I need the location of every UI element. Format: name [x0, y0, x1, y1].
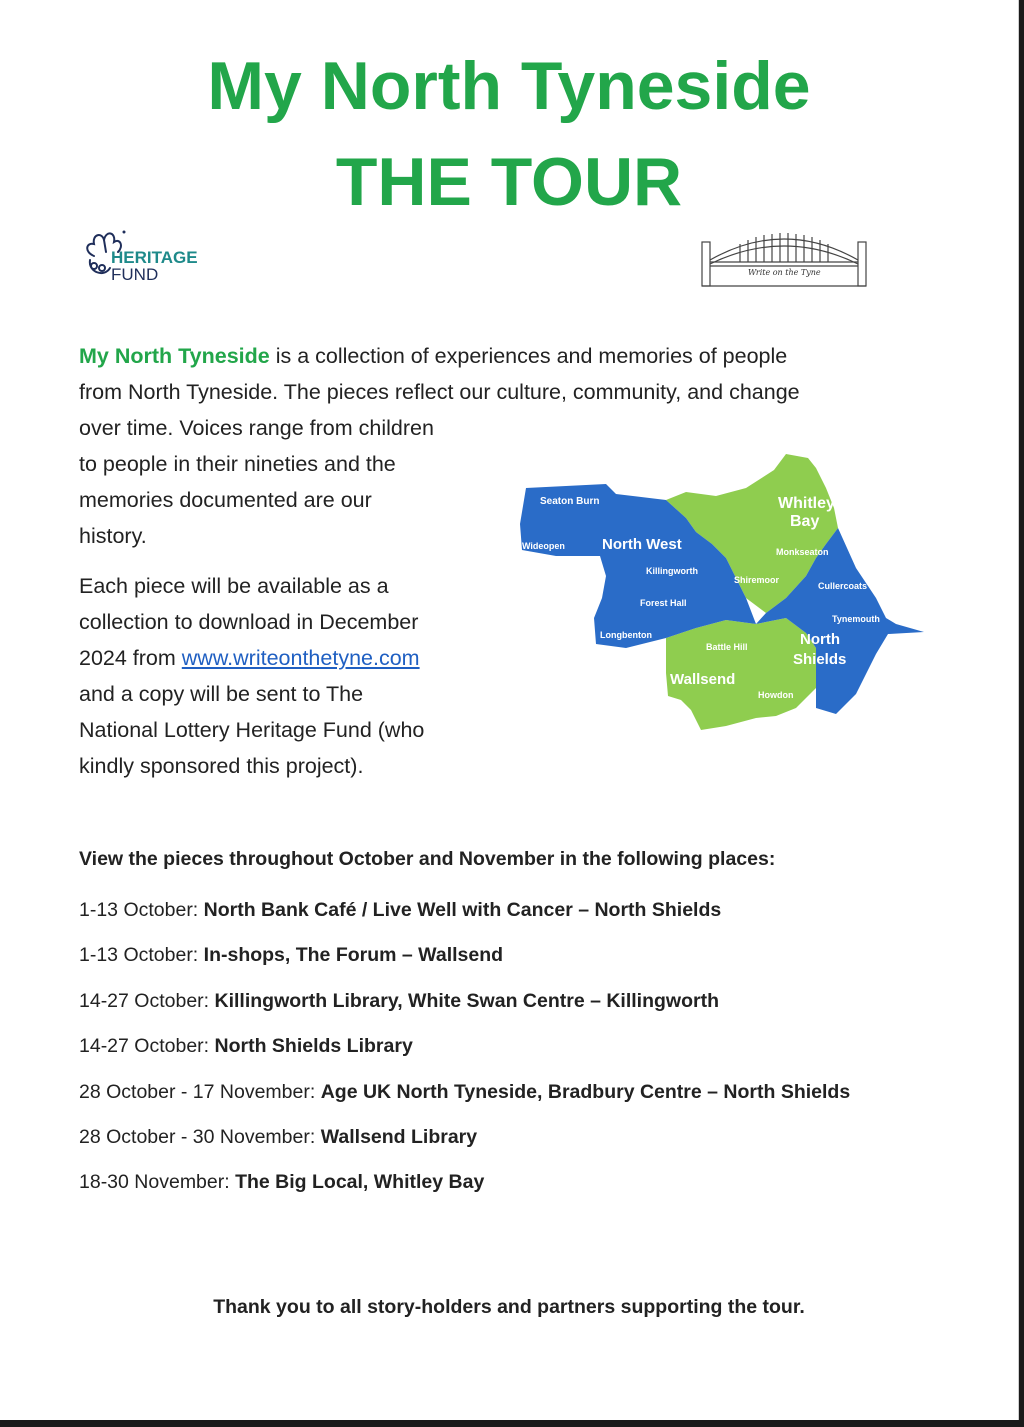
schedule-date: 28 October - 30 November: — [79, 1125, 321, 1148]
schedule-place: North Bank Café / Live Well with Cancer – North Shields — [203, 899, 722, 921]
schedule-item — [79, 1167, 850, 1212]
intro-line-1-text: is a collection of experiences and memories of people — [269, 344, 788, 368]
schedule-item — [79, 1031, 850, 1076]
schedule-list — [79, 895, 850, 1213]
para2-line-5: National Lottery Heritage Fund (who — [79, 718, 425, 742]
map-label-seaton-burn: Seaton Burn — [540, 496, 600, 507]
schedule-place: The Big Local, Whitley Bay — [235, 1171, 485, 1194]
intro-line-6: history. — [79, 524, 147, 548]
schedule-place: Wallsend Library — [320, 1125, 478, 1148]
para2-line-1: Each piece will be available as a — [79, 574, 389, 598]
title-line-1: My North Tyneside — [207, 48, 811, 124]
write-on-the-tyne-logo — [700, 224, 870, 290]
map-label-north-west: North West — [602, 536, 682, 553]
schedule-item — [79, 1077, 850, 1122]
title-line-2: THE TOUR — [335, 144, 683, 220]
schedule-item — [79, 940, 850, 985]
download-paragraph — [79, 568, 539, 784]
fund-word: FUND — [111, 265, 159, 284]
schedule-place: In-shops, The Forum – Wallsend — [203, 944, 504, 967]
map-label-cullercoats: Cullercoats — [818, 581, 868, 591]
schedule-item — [79, 895, 850, 940]
map-label-killingworth: Killingworth — [646, 566, 698, 576]
schedule-item — [79, 1122, 850, 1167]
map-label-monkseaton: Monkseaton — [776, 547, 829, 557]
intro-line-5: memories documented are our — [79, 488, 372, 512]
intro-line-4: to people in their nineties and the — [79, 452, 396, 476]
heritage-word: HERITAGE — [111, 248, 198, 267]
heritage-fund-wordmark — [111, 249, 198, 283]
schedule-place: North Shields Library — [214, 1035, 413, 1058]
map-label-forest-hall: Forest Hall — [640, 598, 687, 608]
map-label-north: North — [800, 631, 840, 648]
schedule-place: Killingworth Library, White Swan Centre – Killingworth — [214, 989, 719, 1012]
schedule-date: 14-27 October: — [79, 989, 215, 1012]
map-label-shiremoor: Shiremoor — [734, 575, 780, 585]
schedule-item — [79, 986, 850, 1031]
map-label-longbenton: Longbenton — [600, 630, 652, 640]
map-label-bay: Bay — [790, 513, 820, 530]
thanks-note: Thank you to all story-holders and partners supporting the tour. — [213, 1296, 805, 1318]
para2-line-6: kindly sponsored this project). — [79, 754, 364, 778]
intro-line-3: over time. Voices range from children — [79, 416, 434, 440]
map-label-whitley: Whitley — [778, 495, 835, 512]
schedule-date: 1-13 October: — [79, 899, 204, 921]
map-label-wideopen: Wideopen — [522, 541, 565, 551]
schedule-place: Age UK North Tyneside, Bradbury Centre – North Shields — [320, 1080, 851, 1103]
intro-line-2: from North Tyneside. The pieces reflect our culture, community, and change — [79, 380, 800, 404]
map-label-battle-hill: Battle Hill — [706, 642, 748, 652]
schedule-heading: View the pieces throughout October and November in the following places: — [79, 848, 776, 870]
para2-line-4: and a copy will be sent to The — [79, 682, 364, 706]
schedule-date: 1-13 October: — [79, 944, 204, 967]
bridge-caption: Write on the Tyne — [748, 268, 821, 277]
map-label-shields: Shields — [793, 651, 847, 668]
para2-line-3-text: 2024 from — [79, 646, 182, 670]
north-tyneside-map — [516, 448, 928, 738]
map-label-wallsend: Wallsend — [670, 671, 736, 688]
intro-line-1 — [79, 338, 939, 374]
map-label-howdon: Howdon — [758, 690, 794, 700]
schedule-date: 18-30 November: — [79, 1171, 236, 1194]
schedule-date: 14-27 October: — [79, 1035, 215, 1058]
map-label-tynemouth: Tynemouth — [832, 614, 880, 624]
para2-line-3 — [79, 640, 539, 676]
intro-highlight: My North Tyneside — [79, 344, 270, 368]
website-link[interactable]: www.writeonthetyne.com — [181, 646, 420, 670]
schedule-date: 28 October - 17 November: — [79, 1080, 321, 1103]
para2-line-2: collection to download in December — [79, 610, 419, 634]
